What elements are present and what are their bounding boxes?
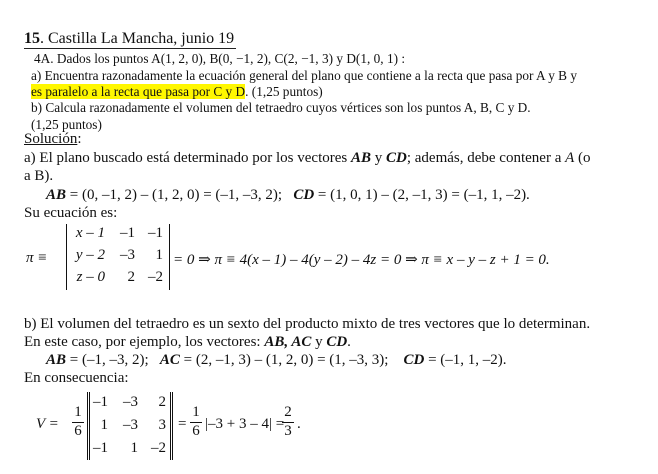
fraction-numerator: 1: [192, 404, 200, 420]
problem-intro: 4A. Dados los puntos A(1, 2, 0), B(0, −1, 2), C(2, −1, 3) y D(1, 0, 1) :: [34, 51, 406, 66]
det-a-cell: –2: [148, 269, 163, 285]
fraction-one-sixth: [72, 404, 84, 440]
text: a) El plano buscado está determinado por los vectores: [24, 150, 351, 166]
fraction-denominator: 6: [72, 422, 84, 440]
text: (o: [574, 150, 591, 166]
vector-CD: CD: [326, 334, 348, 350]
fraction-denominator: 6: [190, 422, 202, 440]
problem-part-b-points: (1,25 puntos): [31, 117, 102, 132]
vector-AB: AB: [46, 187, 67, 203]
point-A: A: [565, 150, 575, 166]
text: y: [371, 150, 386, 166]
vector-AC: AC: [159, 352, 180, 368]
vector-AB: AB: [350, 150, 371, 166]
text: = (–1, –3, 2);: [66, 352, 149, 368]
det-a-cell: –1: [120, 225, 135, 241]
text: = (0, –1, 2) – (1, 2, 0) = (–1, –3, 2);: [66, 187, 283, 203]
determinant-b: [87, 392, 173, 460]
det-a-cell: 1: [155, 247, 163, 263]
plane-result: = 0 ⇒ π ≡ 4(x – 1) – 4(y – 2) – 4z = 0 ⇒ π ≡ x – y – z + 1 = 0.: [173, 252, 550, 268]
volume-end: .: [297, 416, 301, 432]
title-underline: [24, 48, 236, 49]
solution-label: Solución: [24, 131, 78, 147]
problem-part-a-line2: [31, 84, 323, 100]
exercise-title: [24, 30, 234, 48]
vector-AB: AB: [46, 352, 67, 368]
solution-b-line1: b) El volumen del tetraedro es un sexto del producto mixto de tres vectores que lo determinan.: [24, 316, 591, 332]
vector-computation-b: [46, 352, 507, 369]
solution-b-line2: [24, 334, 351, 351]
text: = (–1, 1, –2).: [424, 352, 507, 368]
det-b-cell: –3: [123, 417, 138, 433]
part-a-points: . (1,25 puntos): [245, 84, 323, 99]
problem-part-b-line1: b) Calcula razonadamente el volumen del tetraedro cuyos vértices son los puntos A, B, C y D.: [31, 100, 531, 115]
su-ecuacion: Su ecuación es:: [24, 205, 118, 221]
text: En este caso, por ejemplo, los vectores:: [24, 334, 265, 350]
solution-heading: [24, 131, 82, 148]
fraction-one-sixth-2: [190, 404, 202, 440]
det-b-cell: –3: [123, 394, 138, 410]
det-a-cell: x – 1: [75, 225, 105, 241]
det-a-cell: 2: [127, 269, 135, 285]
exercise-title-text: . Castilla La Mancha, junio 19: [40, 30, 235, 47]
det-a-cell: y – 2: [75, 247, 105, 263]
volume-abs-value: |–3 + 3 – 4| =: [205, 416, 285, 432]
text: .: [347, 334, 351, 350]
volume-prefix: V =: [36, 416, 59, 432]
det-b-cell: 3: [158, 417, 166, 433]
volume-equals: =: [178, 416, 187, 432]
exercise-number: 15: [24, 30, 40, 47]
det-b-cell: 1: [130, 440, 138, 456]
text: = (2, –1, 3) – (1, 2, 0) = (1, –3, 3);: [179, 352, 389, 368]
vector-computation-a: [46, 187, 530, 204]
solution-colon: :: [77, 131, 82, 147]
det-b-cell: –2: [151, 440, 166, 456]
fraction-two-thirds: [282, 404, 294, 440]
det-b-cell: 1: [100, 417, 108, 433]
text: = (1, 0, 1) – (2, –1, 3) = (–1, 1, –2).: [314, 187, 530, 203]
text: ; además, debe contener a: [406, 150, 566, 166]
det-b-cell: –1: [93, 394, 108, 410]
vector-CD: CD: [386, 150, 407, 166]
determinant-a: [66, 224, 170, 290]
fraction-numerator: 2: [284, 404, 292, 420]
vector-CD: CD: [403, 352, 425, 368]
fraction-numerator: 1: [74, 404, 82, 420]
det-a-cell: –1: [148, 225, 163, 241]
pi-prefix: π ≡: [26, 250, 48, 266]
det-a-cell: z – 0: [76, 269, 105, 285]
fraction-denominator: 3: [282, 422, 294, 440]
solution-a-intro-line2: a B).: [24, 168, 54, 184]
solution-a-intro: [24, 150, 591, 167]
det-a-cell: –3: [120, 247, 135, 263]
det-b-cell: 2: [158, 394, 166, 410]
highlighted-text: es paralelo a la recta que pasa por C y D: [31, 84, 246, 99]
text: y: [311, 334, 327, 350]
det-b-cell: –1: [93, 440, 108, 456]
problem-part-a-line1: a) Encuentra razonadamente la ecuación general del plano que contiene a la recta que pasa por A y B y: [31, 68, 578, 83]
en-consecuencia: En consecuencia:: [24, 370, 129, 386]
vectors-AB-AC: AB, AC: [264, 334, 312, 350]
vector-CD: CD: [293, 187, 315, 203]
